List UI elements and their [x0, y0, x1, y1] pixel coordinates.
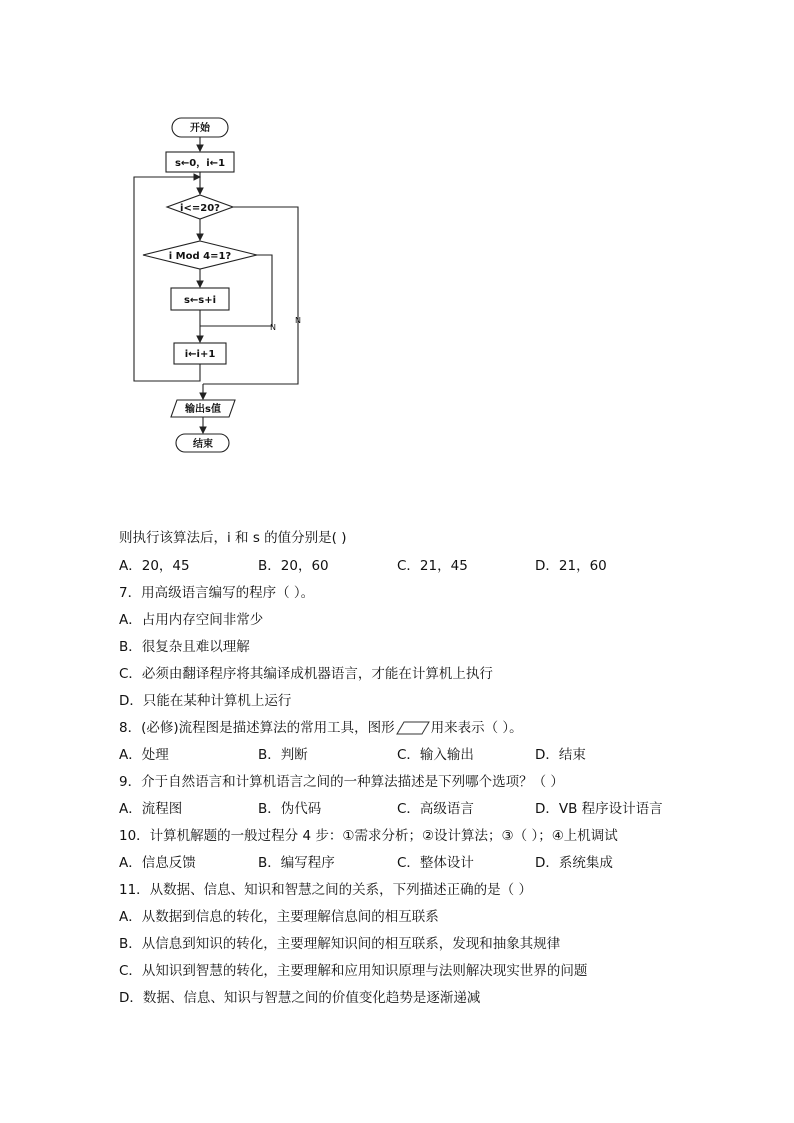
- q10-stem: 10．计算机解题的一般过程分 4 步：①需求分析；②设计算法；③（ ）；④上机调试: [119, 828, 618, 844]
- start-label: 开始: [190, 123, 210, 134]
- parallelogram-icon: [396, 721, 430, 735]
- q8-stem-after: 用来表示（ ）。: [430, 720, 523, 736]
- q11-option-c: C．从知识到智慧的转化，主要理解和应用知识原理与法则解决现实世界的问题: [119, 963, 588, 979]
- q8-option-d: D．结束: [535, 747, 586, 763]
- q9-option-a: A．流程图: [119, 801, 183, 817]
- q7-option-d: D．只能在某种计算机上运行: [119, 693, 292, 709]
- cond1-label: i<=20?: [180, 203, 220, 214]
- q11-option-d: D．数据、信息、知识与智慧之间的价值变化趋势是逐渐递减: [119, 990, 481, 1006]
- q7-option-a: A．占用内存空间非常少: [119, 612, 264, 628]
- q9-stem: 9．介于自然语言和计算机语言之间的一种算法描述是下列哪个选项？（ ）: [119, 774, 564, 790]
- q6-option-b: B．20，60: [258, 558, 329, 574]
- q11-stem: 11．从数据、信息、知识和智慧之间的关系，下列描述正确的是（ ）: [119, 882, 532, 898]
- q10-option-b: B．编写程序: [258, 855, 335, 871]
- q7-option-b: B．很复杂且难以理解: [119, 639, 250, 655]
- q9-option-d: D．VB 程序设计语言: [535, 801, 663, 817]
- assign-i-label: i←i+1: [184, 349, 216, 360]
- branch-no-inner-label: N: [270, 323, 276, 332]
- assign-s-label: s←s+i: [183, 295, 217, 306]
- q8-option-a: A．处理: [119, 747, 169, 763]
- q7-option-c: C．必须由翻译程序将其编译成机器语言，才能在计算机上执行: [119, 666, 493, 682]
- algorithm-flowchart: [0, 0, 794, 470]
- q8-option-c: C．输入输出: [397, 747, 474, 763]
- q10-option-c: C．整体设计: [397, 855, 474, 871]
- q7-stem: 7．用高级语言编写的程序（ ）。: [119, 585, 315, 601]
- branch-no-outer-label: N: [295, 316, 301, 325]
- q6-option-d: D．21，60: [535, 558, 607, 574]
- q10-option-a: A．信息反馈: [119, 855, 196, 871]
- q11-option-b: B．从信息到知识的转化，主要理解知识间的相互联系，发现和抽象其规律: [119, 936, 561, 952]
- q6-option-a: A．20，45: [119, 558, 190, 574]
- q8-stem-before: 8．(必修)流程图是描述算法的常用工具，图形: [119, 720, 395, 736]
- q6-option-c: C．21，45: [397, 558, 468, 574]
- cond2-label: i Mod 4=1?: [168, 251, 232, 262]
- q11-option-a: A．从数据到信息的转化，主要理解信息间的相互联系: [119, 909, 439, 925]
- q9-option-b: B．伪代码: [258, 801, 322, 817]
- output-label: 输出s值: [185, 404, 221, 415]
- q10-option-d: D．系统集成: [535, 855, 613, 871]
- end-label: 结束: [193, 439, 213, 450]
- q6-stem: 则执行该算法后，i 和 s 的值分别是( ): [119, 530, 347, 546]
- q8-stem: [119, 719, 523, 737]
- q8-option-b: B．判断: [258, 747, 308, 763]
- init-label: s←0，i←1: [174, 158, 226, 169]
- q9-option-c: C．高级语言: [397, 801, 474, 817]
